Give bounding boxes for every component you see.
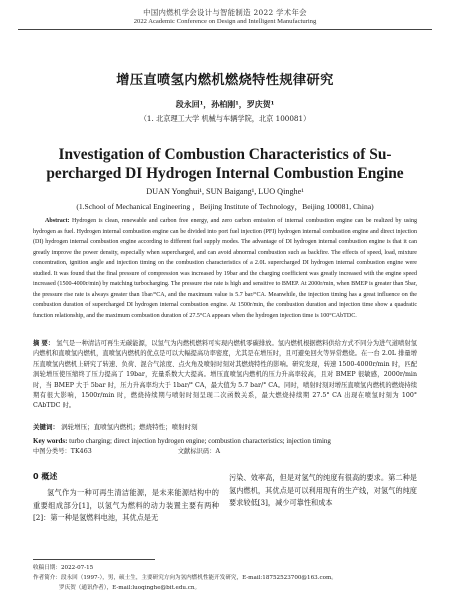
title-en-line-2: percharged DI Hydrogen Internal Combustion Engine (46, 165, 404, 182)
keywords-en (33, 436, 417, 446)
affiliation-en: (1.School of Mechanical Engineering ，Beijing Institute of Technology，Beijing 100081, China) (76, 202, 374, 211)
abstract-en (33, 216, 417, 321)
abstract-cn (33, 339, 417, 412)
authors-en: DUAN Yonghui¹, SUN Baigang¹, LUO Qinghe¹ (146, 187, 304, 196)
footnote-received: 收稿日期：2022-07-15 (33, 565, 94, 571)
title-en (24, 145, 426, 183)
intro-column-right: 污染、效率高，但是对氢气的纯度有很高的要求。第二种是氢内燃机，其优点是可以利用现有的生产线，对氢气的纯度要求较低[3]，减少可靠性和成本 (229, 473, 417, 508)
keywords-en-label: Key words: (33, 437, 68, 445)
keywords-cn (33, 422, 417, 432)
title-cn: 增压直喷氢内燃机燃烧特性规律研究 (116, 73, 334, 88)
title-en-line-1: Investigation of Combustion Characteristics of Su- (58, 146, 392, 163)
keywords-en-text: turbo charging; direct injection hydrogen engine; combustion characteristics; injection timing (69, 437, 331, 445)
classification-line (33, 447, 417, 457)
footnote-author-info: 作者简介：段永回（1997-），男，硕士生，主要研究方向为氢内燃机性能开发研究，E-mail:18752523700@163.com。 (33, 575, 337, 581)
clc-number: 中图分类号：TK463 (33, 448, 92, 455)
section-heading: 0 概述 (33, 472, 58, 481)
abstract-en-label: Abstract: (45, 218, 70, 224)
abstract-cn-text: 氢气是一种清洁可再生无碳能源，以氢气为内燃机燃料可实现内燃机零碳排放。氢内燃机根据燃料供给方式不同分为进气道喷射氢内燃机和直喷氢内燃机，直喷氢内燃机的优点是可以大幅提高功率密度，尤其是在增压时，且可避免回火等异常燃烧。在一台 2.0L 排量增压直喷氢内燃机上研究了转速、负荷、混合气浓度、点火角及喷射时刻对其燃烧特性的影响。研究发现，转速 1500-4000r/min 时，匹配涡轮增压使压缩终了压力提高了 19bar，充量系数大大提高。增压直喷氢内燃机的压力升高率较高，且对 BMEP 很敏感，2000r/min 时，当 BMEP 大于 5bar 时，压力升高率均大于 1bar/° CA，最大值为 5.7 bar/° CA。同时，喷射时刻对增压直喷氢内燃机的燃烧持续期有很大影响，1500r/min 时，燃烧持续期与喷射时刻呈现二次函数关系，最大燃烧持续期 27.5° CA 出现在喷氢时刻为 100° CAbTDC 时。 (33, 340, 417, 410)
keywords-cn-label: 关键词： (33, 423, 59, 431)
document-code: 文献标识码：A (177, 448, 221, 455)
abstract-cn-label: 摘 要： (33, 340, 55, 347)
abstract-en-text: Hydrogen is clean, renewable and carbon free energy, and zero carbon emission of internal combustion engine can be realized by using hydrogen as fuel. Hydrogen internal combustion engine can be divided into port fuel injection (PFI) hydrogen internal combustion engine and direct injection (DI) hydrogen internal combustion engine according to different fuel supply modes. The advantage of DI hydrogen internal combustion engine is that it can greatly improve the power density, especially when supercharged, and can avoid abnormal combustion such as backfire. The effects of speed, load, mixture concentration, ignition angle and injection timing on the combustion characteristics of a 2.0L supercharged DI hydrogen internal combustion engine were studied. It was found that the final pressure of compression was increased by 19bar and the charging coefficient was greatly increased with the engine speed increased (1500-4000r/min) by matching turbocharging. The pressure rise rate is high and sensitive to BMEP. At 2000r/min, when BMEP is greater than 5bar, the pressure rise rate is always greater than 1bar/°CA, and the maximum value is 5.7 bar/°CA. Meanwhile, the injection timing has a great influence on the combustion duration of supercharged DI hydrogen internal combustion engine. At 1500r/min, the combustion duration and injection time show a quadratic function relationship, and the maximum combustion duration of 27.5°CA appears when the hydrogen injection time is 100°CAbTDC. (33, 218, 417, 319)
affiliation-cn: （1. 北京理工大学 机械与车辆学院，北京 100081） (139, 114, 311, 123)
authors-cn: 段永回¹，孙柏刚¹，罗庆贺¹ (175, 99, 275, 109)
running-head-en: 2022 Academic Conference on Design and Intelligent Manufacturing (133, 18, 317, 25)
intro-column-left: 氢气作为一种可再生清洁能源，是未来能源结构中的重要组成部分[1]，以氢气为燃料的动力装置主要有两种[2]：第一种是氢燃料电池，其优点是无 (33, 488, 219, 523)
running-head-cn: 中国内燃机学会设计与智能制造 2022 学术年会 (143, 8, 307, 17)
header-rule (18, 29, 432, 30)
footnote-corresponding: 罗庆贺（通讯作者），E-mail:luoqinghe@bit.edu.cn。 (59, 585, 201, 591)
footnote-rule (33, 559, 155, 560)
keywords-cn-text: 涡轮增压；直喷氢内燃机；燃烧特性；喷射时刻 (61, 423, 198, 431)
